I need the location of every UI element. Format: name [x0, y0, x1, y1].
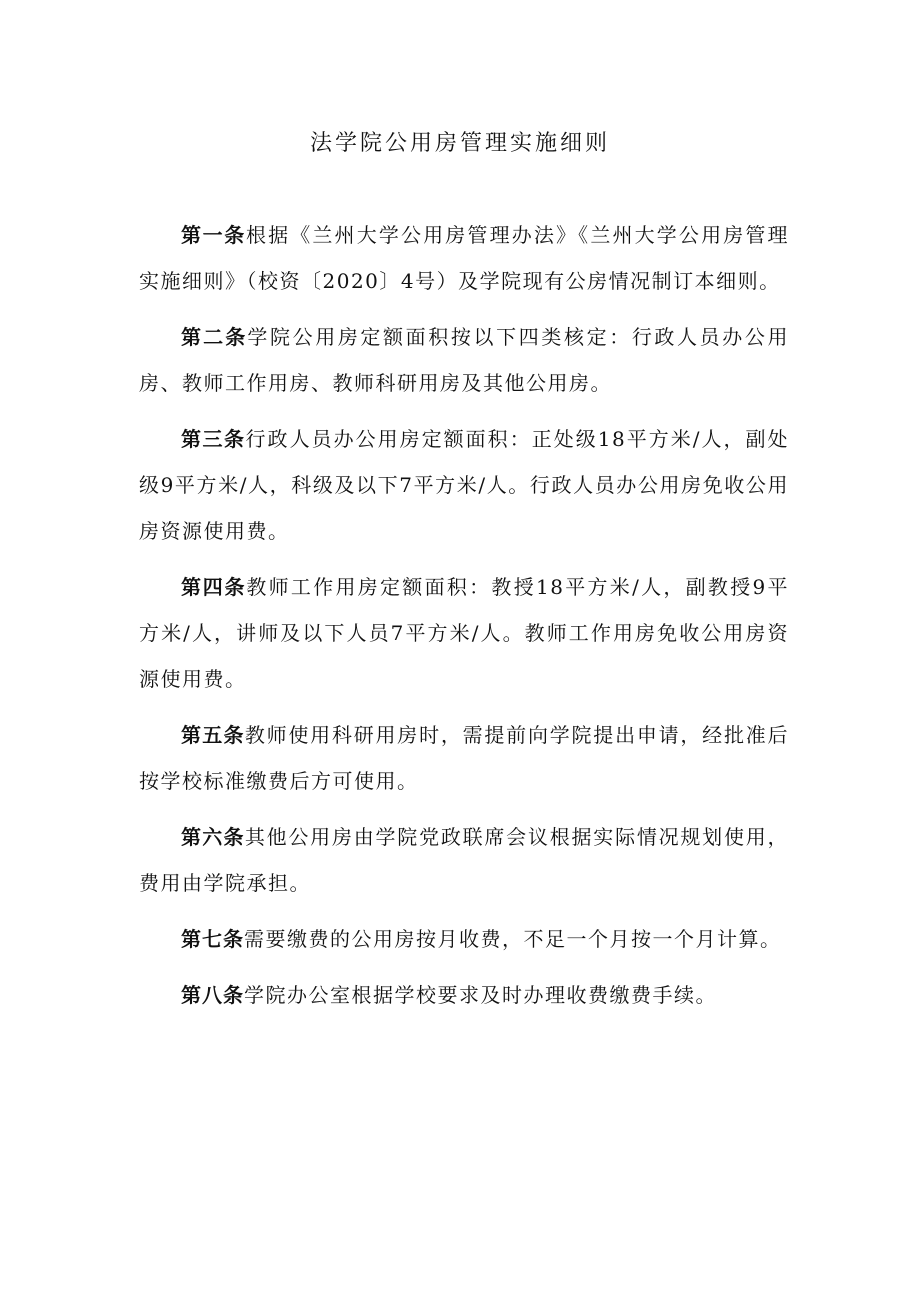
- article-text: 学院公用房定额面积按以下四类核定：行政人员办公用房、教师工作用房、教师科研用房及其他公用房。: [139, 325, 790, 395]
- article-label: 第一条: [181, 223, 246, 247]
- article-label: 第八条: [181, 983, 244, 1007]
- article-5: [139, 712, 789, 804]
- article-1: [139, 212, 789, 304]
- article-text: 学院办公室根据学校要求及时办理收费缴费手续。: [244, 983, 717, 1007]
- article-text: 根据《兰州大学公用房管理办法》《兰州大学公用房管理实施细则》（校资〔2020〕4号）及学院现有公房情况制订本细则。: [139, 223, 790, 293]
- article-text: 教师使用科研用房时，需提前向学院提出申请，经批准后按学校标准缴费后方可使用。: [139, 723, 790, 793]
- article-label: 第三条: [181, 427, 246, 451]
- article-2: [139, 314, 789, 406]
- article-8: [139, 972, 789, 1018]
- article-label: 第七条: [181, 927, 244, 951]
- article-text: 其他公用房由学院党政联席会议根据实际情况规划使用，费用由学院承担。: [139, 825, 790, 895]
- article-6: [139, 814, 789, 906]
- article-text: 行政人员办公用房定额面积：正处级18平方米/人，副处级9平方米/人，科级及以下7平方米/人。行政人员办公用房免收公用房资源使用费。: [139, 427, 790, 543]
- document-body: [139, 212, 789, 1028]
- article-label: 第五条: [181, 723, 245, 747]
- article-3: [139, 416, 789, 554]
- article-label: 第四条: [181, 575, 247, 599]
- document-title: 法学院公用房管理实施细则: [309, 131, 610, 156]
- article-7: [139, 916, 789, 962]
- article-label: 第六条: [181, 825, 245, 849]
- article-4: [139, 564, 789, 702]
- article-label: 第二条: [181, 325, 248, 349]
- article-text: 需要缴费的公用房按月收费，不足一个月按一个月计算。: [244, 927, 782, 951]
- article-text: 教师工作用房定额面积：教授18平方米/人，副教授9平方米/人，讲师及以下人员7平方米/人。教师工作用房免收公用房资源使用费。: [139, 575, 789, 691]
